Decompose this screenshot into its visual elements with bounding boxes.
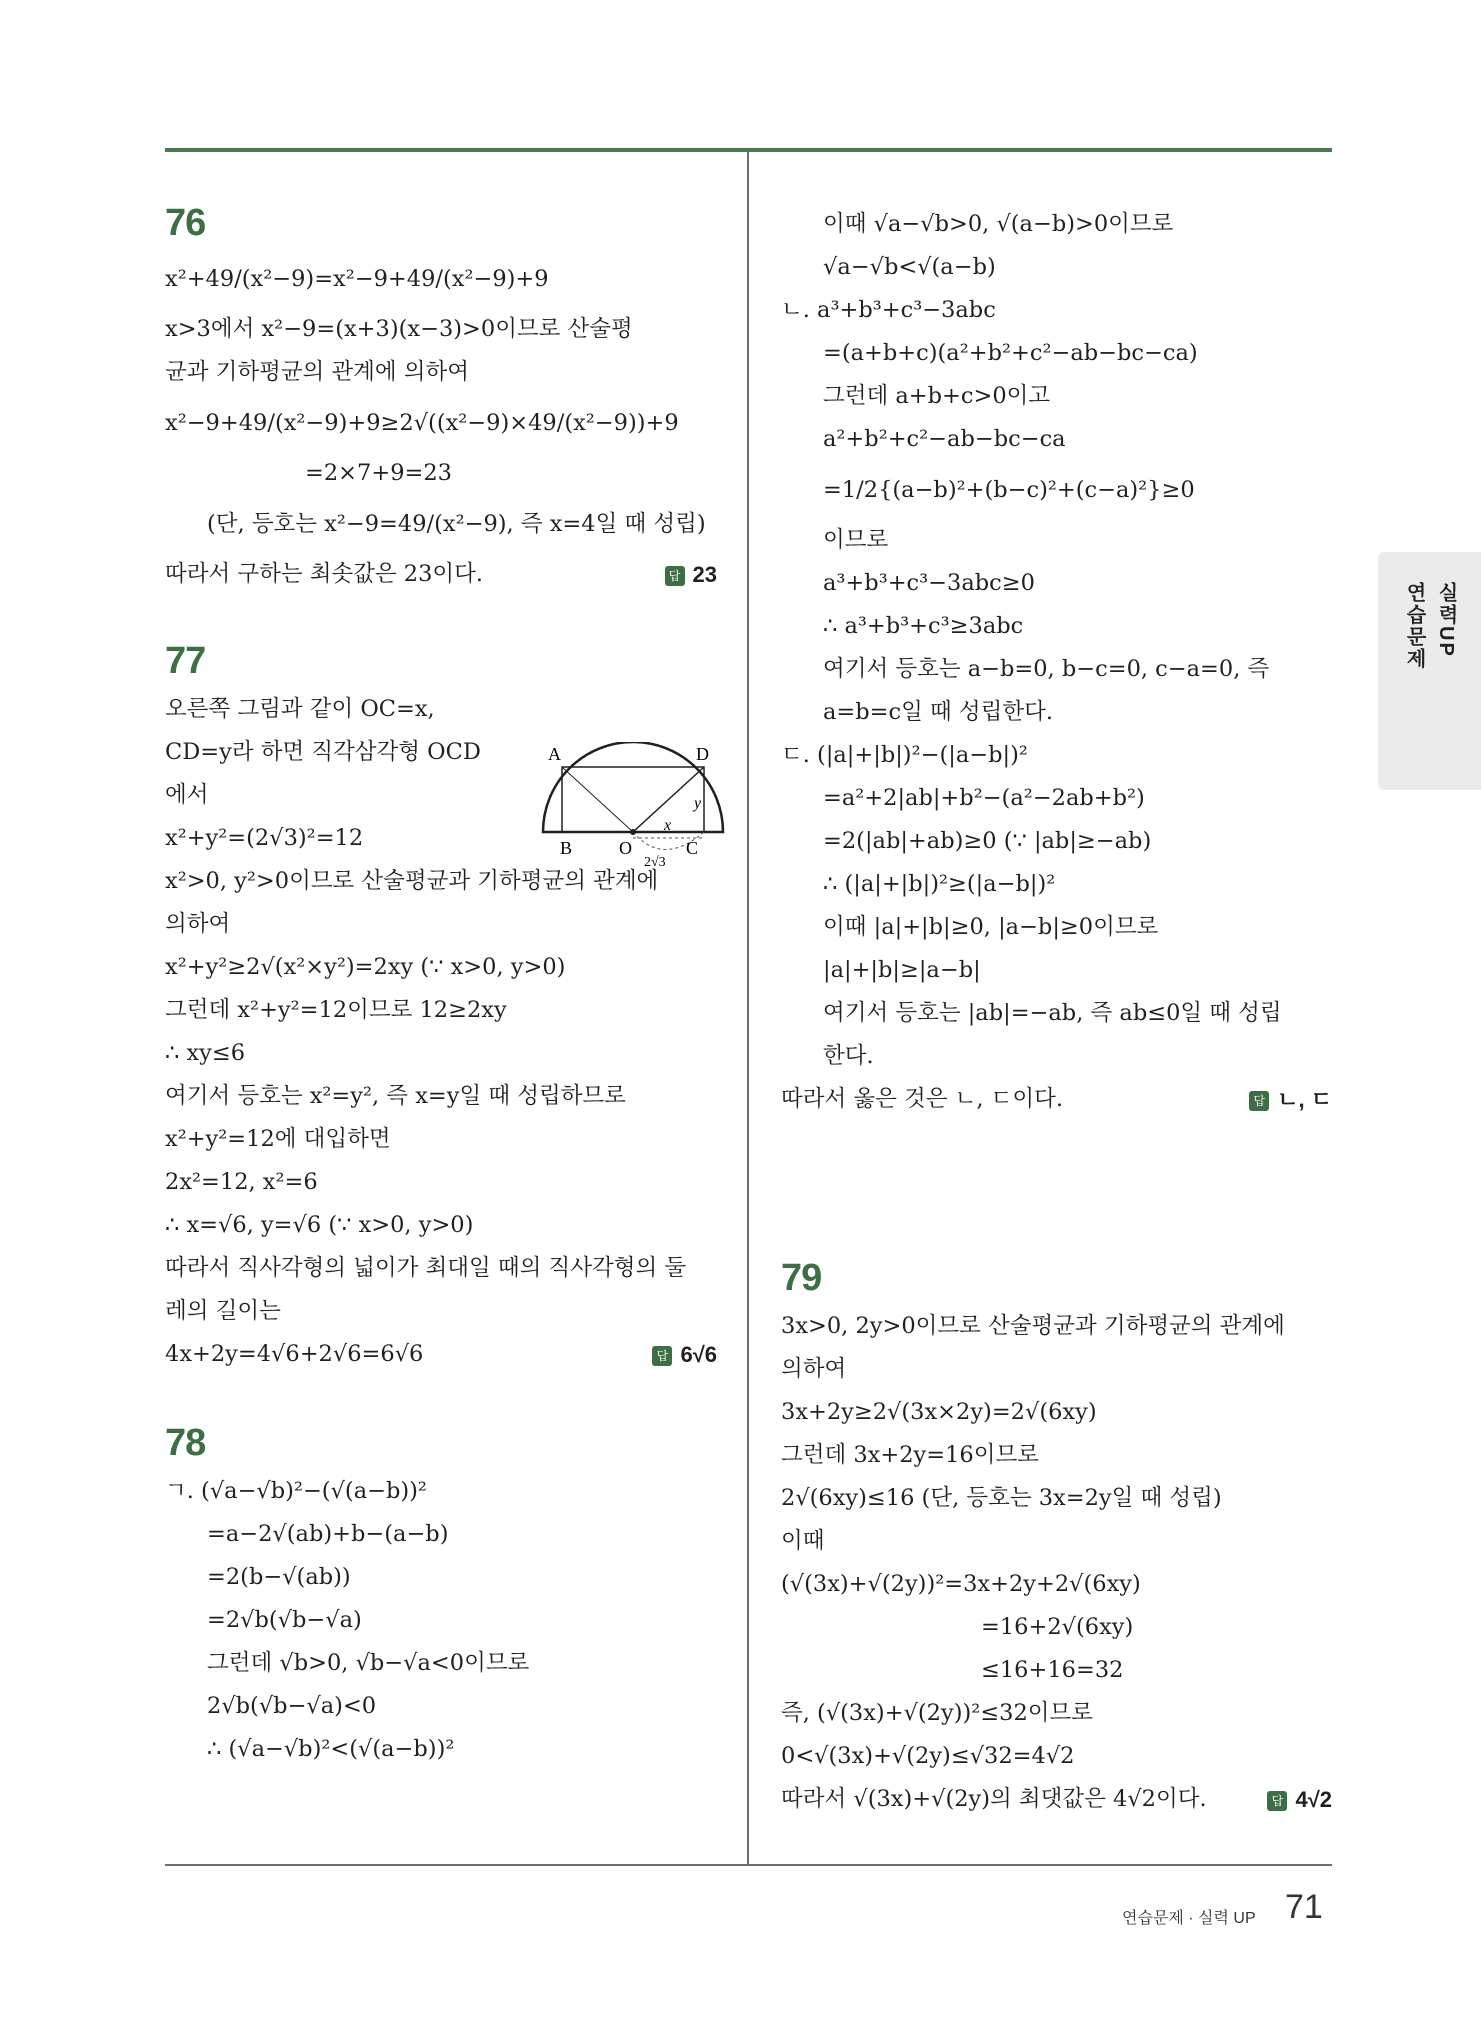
answer-value: ㄴ, ㄷ	[1277, 1087, 1332, 1112]
label-y: y	[694, 795, 702, 812]
text-line: √a−√b<√(a−b)	[823, 254, 996, 280]
problem-76-number: 76	[165, 202, 206, 244]
text-line: x²+49/(x²−9)=x²−9+49/(x²−9)+9	[165, 266, 549, 292]
text-line: =1/2{(a−b)²+(b−c)²+(c−a)²}≥0	[823, 477, 1195, 503]
text-line: 이때 |a|+|b|≥0, |a−b|≥0이므로	[823, 914, 1159, 940]
text-line: x²>0, y²>0이므로 산술평균과 기하평균의 관계에	[165, 868, 659, 894]
text-line: 3x+2y≥2√(3x×2y)=2√(6xy)	[781, 1399, 1097, 1425]
right-column	[781, 203, 1332, 1821]
label-b: B	[560, 838, 573, 858]
text-line: ∴ (|a|+|b|)²≥(|a−b|)²	[823, 871, 1056, 897]
text-line: =2×7+9=23	[305, 460, 452, 486]
text-line: 2√b(√b−√a)<0	[207, 1693, 377, 1719]
label-x: x	[664, 817, 672, 834]
text-line: 여기서 등호는 |ab|=−ab, 즉 ab≤0일 때 성립	[823, 1000, 1282, 1026]
semicircle-figure	[538, 742, 728, 870]
answer-line	[781, 1778, 1332, 1821]
text-line: ㄴ. a³+b³+c³−3abc	[781, 297, 996, 323]
text-line: 이므로	[823, 527, 889, 553]
text-line: =(a+b+c)(a²+b²+c²−ab−bc−ca)	[823, 340, 1198, 366]
page-number: 71	[1285, 1888, 1323, 1926]
inscribed-rectangle	[562, 767, 704, 832]
text-line: ㄷ. (|a|+|b|)²−(|a−b|)²	[781, 742, 1028, 768]
problem-79-number: 79	[781, 1257, 822, 1299]
side-tab-line1: 실력UP	[1435, 582, 1457, 658]
answer-line	[781, 1078, 1332, 1121]
text-line: =2(b−√(ab))	[207, 1564, 351, 1590]
answer-mark-icon: 답	[665, 566, 685, 586]
text-line: 4x+2y=4√6+2√6=6√6	[165, 1341, 424, 1367]
text-line: 그런데 x²+y²=12이므로 12≥2xy	[165, 997, 507, 1023]
left-column	[165, 196, 717, 1771]
text-line: 따라서 구하는 최솟값은 23이다.	[165, 561, 484, 587]
answer-value: 23	[692, 562, 717, 587]
center-point	[630, 829, 636, 835]
text-line: ≤16+16=32	[981, 1657, 1124, 1683]
text-line: ∴ (√a−√b)²<(√(a−b))²	[207, 1736, 455, 1762]
text-line: x²+y²=12에 대입하면	[165, 1126, 391, 1152]
text-line: 그런데 √b>0, √b−√a<0이므로	[207, 1650, 530, 1676]
text-line: a³+b³+c³−3abc≥0	[823, 570, 1035, 596]
text-line: 따라서 직사각형의 넓이가 최대일 때의 직사각형의 둘	[165, 1255, 687, 1281]
label-a: A	[548, 744, 561, 764]
text-line: x²−9+49/(x²−9)+9≥2√((x²−9)×49/(x²−9))+9	[165, 410, 679, 436]
text-line: 그런데 3x+2y=16이므로	[781, 1442, 1039, 1468]
bottom-rule	[165, 1864, 1332, 1866]
section-side-tab	[1378, 552, 1481, 790]
text-line: 그런데 a+b+c>0이고	[823, 383, 1051, 409]
text-line: 여기서 등호는 a−b=0, b−c=0, c−a=0, 즉	[823, 656, 1270, 682]
answer-mark-icon: 답	[652, 1346, 672, 1366]
label-d: D	[696, 744, 709, 764]
text-line: x²+y²=(2√3)²=12	[165, 825, 364, 851]
text-line: ∴ xy≤6	[165, 1040, 246, 1066]
text-line: =2(|ab|+ab)≥0 (∵ |ab|≥−ab)	[823, 828, 1152, 854]
answer-line	[165, 553, 717, 596]
text-line: 즉, (√(3x)+√(2y))²≤32이므로	[781, 1700, 1093, 1726]
problem-78-number: 78	[165, 1422, 206, 1464]
text-line: (√(3x)+√(2y))²=3x+2y+2√(6xy)	[781, 1571, 1141, 1597]
text-line: a=b=c일 때 성립한다.	[823, 699, 1053, 725]
diagonal-line	[562, 767, 633, 832]
label-c: C	[686, 838, 699, 858]
text-line: ∴ a³+b³+c³≥3abc	[823, 613, 1024, 639]
answer-value: 4√2	[1295, 1787, 1332, 1812]
column-divider	[747, 152, 749, 1864]
text-line: ㄱ. (√a−√b)²−(√(a−b))²	[165, 1478, 427, 1504]
text-line: 따라서 √(3x)+√(2y)의 최댓값은 4√2이다.	[781, 1786, 1207, 1812]
text-line: 에서	[165, 782, 209, 808]
text-line: =16+2√(6xy)	[981, 1614, 1134, 1640]
text-line: x>3에서 x²−9=(x+3)(x−3)>0이므로 산술평	[165, 316, 633, 342]
text-line: 의하여	[781, 1356, 847, 1382]
text-line: =2√b(√b−√a)	[207, 1607, 362, 1633]
text-line: 3x>0, 2y>0이므로 산술평균과 기하평균의 관계에	[781, 1313, 1285, 1339]
text-line: 0<√(3x)+√(2y)≤√32=4√2	[781, 1743, 1075, 1769]
label-radius: 2√3	[644, 855, 666, 870]
answer-line	[165, 1333, 717, 1376]
text-line: 오른쪽 그림과 같이 OC=x,	[165, 696, 435, 722]
answer-badge	[665, 553, 717, 596]
text-line: 이때 √a−√b>0, √(a−b)>0이므로	[823, 211, 1174, 237]
answer-value: 6√6	[680, 1342, 717, 1367]
text-line: 여기서 등호는 x²=y², 즉 x=y일 때 성립하므로	[165, 1083, 626, 1109]
text-line: 2x²=12, x²=6	[165, 1169, 318, 1195]
footer-section-label: 연습문제 · 실력 UP	[1122, 1910, 1256, 1927]
text-line: 따라서 옳은 것은 ㄴ, ㄷ이다.	[781, 1086, 1063, 1112]
answer-mark-icon: 답	[1267, 1791, 1287, 1811]
text-line: 레의 길이는	[165, 1298, 281, 1324]
side-tab-line2: 연습문제	[1403, 582, 1425, 670]
text-line: ∴ x=√6, y=√6 (∵ x>0, y>0)	[165, 1212, 474, 1238]
label-o: O	[619, 838, 632, 858]
text-line: 2√(6xy)≤16 (단, 등호는 3x=2y일 때 성립)	[781, 1485, 1222, 1511]
problem-77-number: 77	[165, 640, 206, 682]
answer-mark-icon: 답	[1249, 1091, 1269, 1111]
text-line: =a²+2|ab|+b²−(a²−2ab+b²)	[823, 785, 1145, 811]
text-line: a²+b²+c²−ab−bc−ca	[823, 426, 1066, 452]
text-line: 이때	[781, 1528, 825, 1554]
text-line: 의하여	[165, 911, 231, 937]
text-line: (단, 등호는 x²−9=49/(x²−9), 즉 x=4일 때 성립)	[207, 511, 706, 537]
text-line: |a|+|b|≥|a−b|	[823, 957, 981, 983]
answer-badge	[1249, 1078, 1332, 1121]
text-line: 균과 기하평균의 관계에 의하여	[165, 359, 470, 385]
text-line: x²+y²≥2√(x²×y²)=2xy (∵ x>0, y>0)	[165, 954, 566, 980]
answer-badge	[1267, 1778, 1332, 1821]
text-line: CD=y라 하면 직각삼각형 OCD	[165, 739, 481, 765]
text-line: 한다.	[823, 1043, 874, 1069]
text-line: =a−2√(ab)+b−(a−b)	[207, 1521, 449, 1547]
answer-badge	[652, 1333, 717, 1376]
